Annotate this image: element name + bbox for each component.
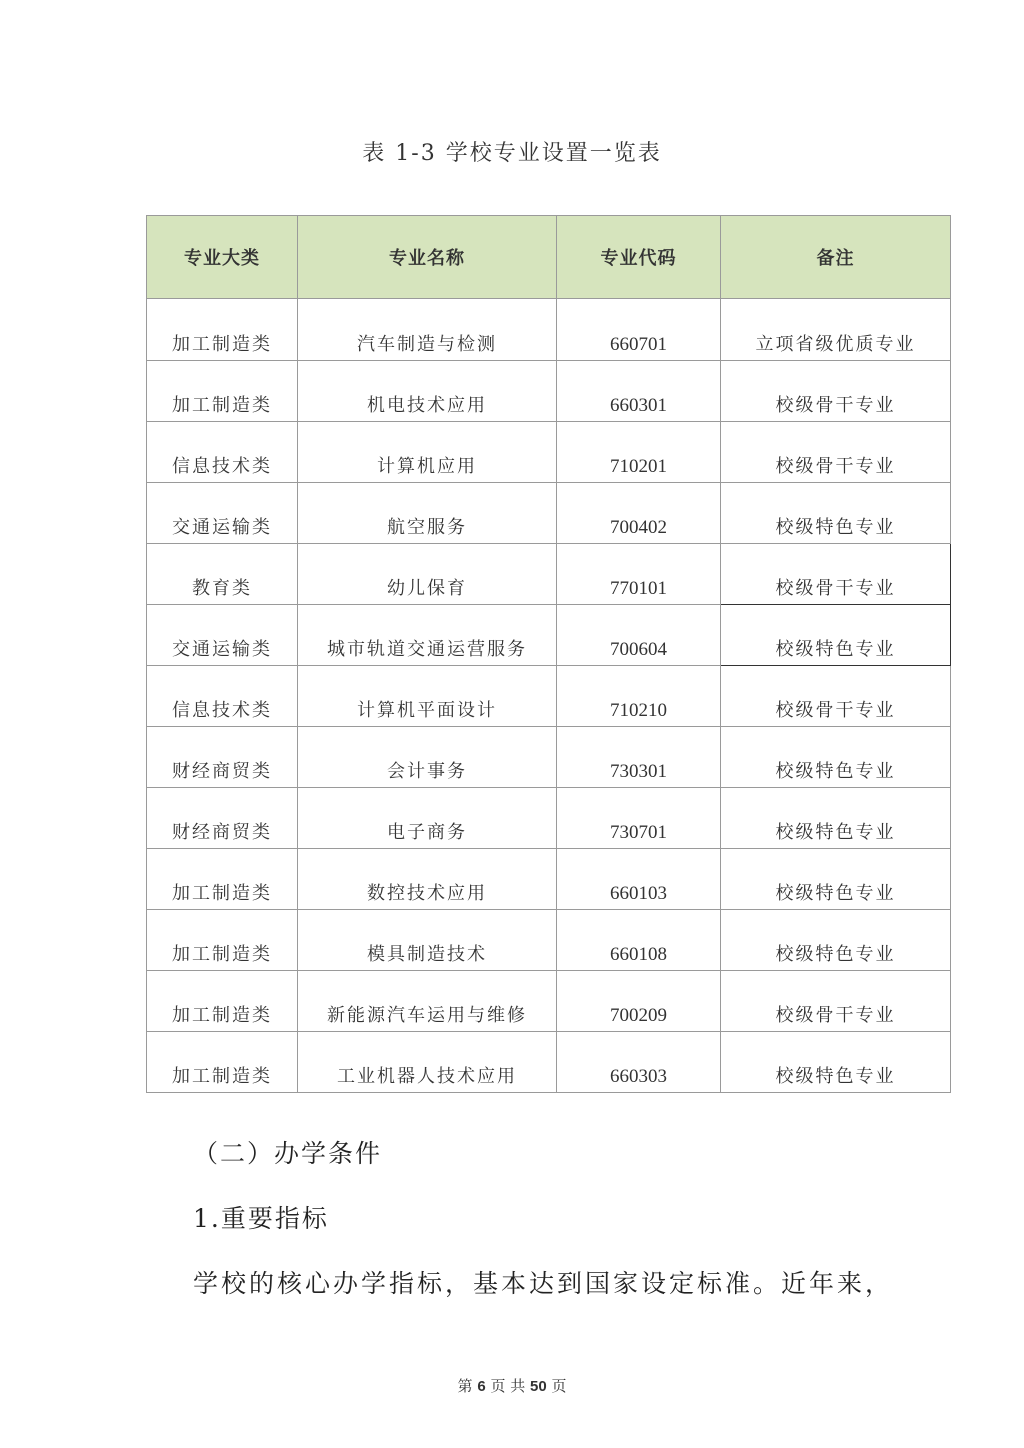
cell-category: 加工制造类 (147, 299, 298, 361)
table-row (147, 849, 951, 910)
cell-category: 交通运输类 (147, 605, 298, 666)
footer-total-pages: 50 (530, 1378, 547, 1395)
cell-major-name: 新能源汽车运用与维修 (298, 971, 557, 1032)
cell-remarks: 校级特色专业 (721, 849, 951, 910)
cell-major-name: 工业机器人技术应用 (298, 1032, 557, 1093)
table-header-row (147, 216, 951, 299)
cell-category: 加工制造类 (147, 910, 298, 971)
cell-remarks: 校级骨干专业 (721, 361, 951, 422)
cell-major-code: 660701 (557, 299, 721, 361)
cell-major-name: 会计事务 (298, 727, 557, 788)
page-footer (0, 1375, 1024, 1396)
cell-remarks: 校级骨干专业 (721, 971, 951, 1032)
section-heading: （二）办学条件 (193, 1139, 383, 1168)
table-row (147, 727, 951, 788)
cell-remarks: 校级特色专业 (721, 788, 951, 849)
cell-remarks: 校级特色专业 (721, 483, 951, 544)
footer-suffix: 页 (551, 1377, 567, 1395)
cell-major-code: 660108 (557, 910, 721, 971)
cell-major-code: 710201 (557, 422, 721, 483)
footer-page-number: 6 (477, 1378, 486, 1395)
table-row (147, 1032, 951, 1093)
header-category: 专业大类 (147, 216, 298, 299)
footer-mid: 页 共 (490, 1377, 526, 1395)
header-major-name: 专业名称 (298, 216, 557, 299)
body-paragraph: 学校的核心办学指标，基本达到国家设定标准。近年来， (193, 1269, 894, 1298)
cell-remarks: 校级特色专业 (721, 727, 951, 788)
cell-category: 财经商贸类 (147, 788, 298, 849)
table-row (147, 788, 951, 849)
cell-category: 加工制造类 (147, 849, 298, 910)
cell-major-name: 航空服务 (298, 483, 557, 544)
cell-major-code: 700604 (557, 605, 721, 666)
cell-major-name: 计算机应用 (298, 422, 557, 483)
cell-remarks: 立项省级优质专业 (721, 299, 951, 361)
cell-major-code: 730701 (557, 788, 721, 849)
cell-major-code: 700402 (557, 483, 721, 544)
cell-major-name: 机电技术应用 (298, 361, 557, 422)
cell-remarks: 校级骨干专业 (721, 666, 951, 727)
cell-major-name: 计算机平面设计 (298, 666, 557, 727)
cell-remarks: 校级特色专业 (721, 1032, 951, 1093)
cell-major-name: 模具制造技术 (298, 910, 557, 971)
cell-category: 财经商贸类 (147, 727, 298, 788)
cell-major-code: 730301 (557, 727, 721, 788)
cell-major-code: 700209 (557, 971, 721, 1032)
table-row (147, 605, 951, 666)
cell-major-name: 数控技术应用 (298, 849, 557, 910)
table-row (147, 910, 951, 971)
cell-category: 教育类 (147, 544, 298, 605)
table-row (147, 971, 951, 1032)
cell-category: 信息技术类 (147, 666, 298, 727)
cell-remarks: 校级特色专业 (721, 910, 951, 971)
cell-major-code: 770101 (557, 544, 721, 605)
table-row (147, 666, 951, 727)
cell-major-code: 660301 (557, 361, 721, 422)
cell-remarks: 校级骨干专业 (721, 422, 951, 483)
cell-major-code: 660103 (557, 849, 721, 910)
cell-major-name: 城市轨道交通运营服务 (298, 605, 557, 666)
table-row (147, 544, 951, 605)
cell-major-name: 电子商务 (298, 788, 557, 849)
table-title: 表 1-3 学校专业设置一览表 (362, 141, 662, 166)
table-row (147, 422, 951, 483)
cell-remarks: 校级骨干专业 (721, 544, 951, 605)
cell-category: 交通运输类 (147, 483, 298, 544)
cell-major-code: 710210 (557, 666, 721, 727)
cell-remarks: 校级特色专业 (721, 605, 951, 666)
major-settings-table (146, 215, 951, 1093)
cell-major-name: 幼儿保育 (298, 544, 557, 605)
cell-category: 加工制造类 (147, 971, 298, 1032)
cell-category: 加工制造类 (147, 361, 298, 422)
table-row (147, 483, 951, 544)
header-remarks: 备注 (721, 216, 951, 299)
table-row (147, 299, 951, 361)
cell-major-code: 660303 (557, 1032, 721, 1093)
cell-category: 加工制造类 (147, 1032, 298, 1093)
table-row (147, 361, 951, 422)
subsection-heading: 1.重要指标 (193, 1204, 329, 1233)
cell-major-name: 汽车制造与检测 (298, 299, 557, 361)
header-major-code: 专业代码 (557, 216, 721, 299)
cell-category: 信息技术类 (147, 422, 298, 483)
footer-prefix: 第 (457, 1377, 473, 1395)
